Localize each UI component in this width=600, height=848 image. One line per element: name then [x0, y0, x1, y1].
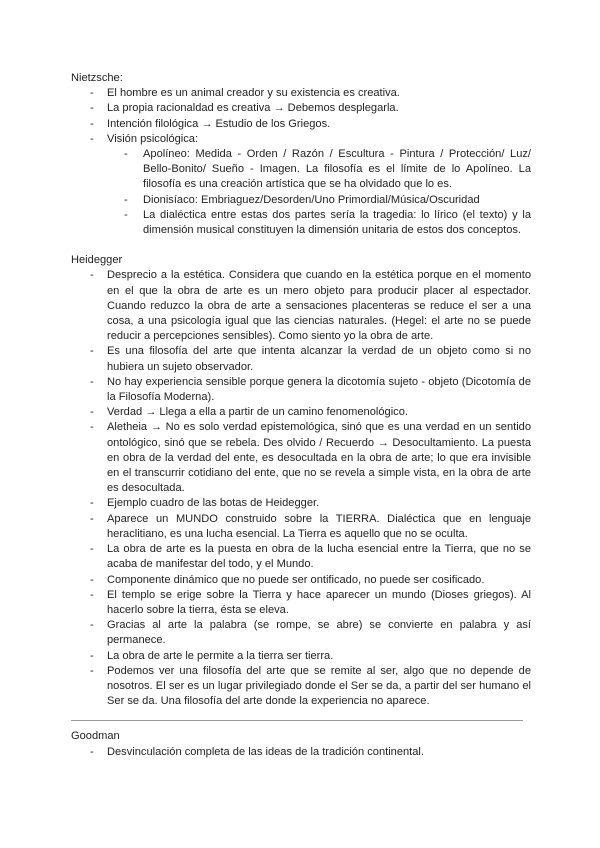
section-heading-heidegger: Heidegger	[71, 254, 123, 267]
sub-list-item: - Apolíneo: Medida - Orden / Razón / Escultura - Pintura / Protección/ Luz/ Bello-Bonito/ Sueño - Imagen. La filosofía es el límite de lo Apolíneo. La filosofía es una creación artística que se ha olvidado que lo es.	[124, 148, 531, 191]
list-item: - Ejemplo cuadro de las botas de Heidegger.	[71, 496, 531, 511]
heidegger-list	[71, 268, 531, 709]
dash-bullet: -	[90, 588, 94, 601]
list-item: - Verdad → Llega a ella a partir de un camino fenomenológico.	[71, 405, 531, 420]
sub-list-item: - La dialéctica entre estas dos partes sería la tragedia: lo lírico (el texto) y la dimensión musical constituyen la dimensión unitaria de estos dos conceptos.	[124, 208, 531, 237]
list-item: - Gracias al arte la palabra (se rompe, se abre) se convierte en palabra y así permanece.	[90, 619, 531, 647]
dash-bullet: -	[124, 148, 128, 161]
dash-bullet: -	[90, 421, 94, 434]
dash-bullet: -	[124, 193, 128, 206]
list-item: - Aletheia → No es solo verdad epistemológica, sinó que es una verdad en un sentido ontológico, sinó que se rebela. Des olvido / Recuerdo → Desocultamiento. La puesta en obra de la verdad del ente, es desocultada en la obra de arte; lo que era invisible en el transcurrir cotidiano del ente, que no se revela a simple vista, en la obra de arte es desocultada.	[90, 421, 531, 495]
nietzsche-sublist	[107, 147, 531, 238]
list-item: - Componente dinámico que no puede ser ontificado, no puede ser cosificado.	[71, 573, 531, 588]
nietzsche-list	[71, 86, 531, 238]
list-item: - Desvinculación completa de las ideas de la tradición continental.	[71, 745, 531, 760]
list-item: - Visión psicológica: - Apolíneo: Medida - Orden / Razón / Escultura - Pintura / Protección/ Luz/ Bello-Bonito/ Sueño - Imagen. La filosofía es el límite de lo Apolíneo. La filosofía es una creación artística que se ha olvidado que lo es. - Dionisíaco: Embriaguez/Desorden/Uno Primordial/Música/Oscuridad - La dialéctica entre estas dos partes sería la tragedia: lo lírico (el texto) y la dimensión musical constituyen la dimensión unitaria de estos dos conceptos.	[71, 132, 531, 238]
dash-bullet: -	[124, 208, 128, 221]
dash-bullet: -	[90, 745, 94, 758]
list-item: - Es una filosofía del arte que intenta alcanzar la verdad de un objeto como si no hubiera un sujeto observador.	[90, 345, 531, 373]
goodman-list	[71, 745, 531, 760]
dash-bullet: -	[90, 132, 94, 145]
dash-bullet: -	[90, 573, 94, 586]
dash-bullet: -	[90, 102, 94, 115]
dash-bullet: -	[90, 345, 94, 358]
list-item: - La obra de arte le permite a la tierra ser tierra.	[71, 649, 531, 664]
dash-bullet: -	[90, 664, 94, 677]
section-heading-nietzsche: Nietzsche:	[71, 72, 123, 84]
dash-bullet: -	[90, 269, 94, 282]
dash-bullet: -	[90, 87, 94, 100]
list-item: - La obra de arte es la puesta en obra de la lucha esencial entre la Tierra, que no se acaba de manifestar del todo, y el Mundo.	[90, 543, 531, 571]
section-heading-goodman: Goodman	[71, 730, 120, 743]
dash-bullet: -	[90, 375, 94, 388]
dash-bullet: -	[90, 619, 94, 632]
horizontal-rule	[71, 720, 523, 721]
dash-bullet: -	[90, 117, 94, 130]
spacer	[71, 238, 531, 253]
list-item: - Podemos ver una filosofía del arte que se remite al ser, algo que no depende de nosotros. El ser es un lugar privilegiado donde el Ser se da, a partir del ser humano el Ser se da. Una filosofía del arte donde la experiencia no aparece.	[90, 664, 531, 708]
document-page	[71, 71, 531, 760]
list-item: - No hay experiencia sensible porque genera la dicotomía sujeto - objeto (Dicotomía de la Filosofía Moderna).	[90, 375, 531, 404]
dash-bullet: -	[90, 406, 94, 419]
dash-bullet: -	[90, 497, 94, 510]
dash-bullet: -	[90, 543, 94, 556]
list-item: - Intención filológica → Estudio de los Griegos.	[71, 117, 531, 132]
list-item: - La propia racionaldad es creativa → Debemos desplegarla.	[71, 101, 531, 116]
dash-bullet: -	[90, 512, 94, 525]
list-item: - El templo se erige sobre la Tierra y hace aparecer un mundo (Dioses griegos). Al hacerlo sobre la tierra, ésta se eleva.	[90, 588, 531, 616]
sub-list-item: - Dionisíaco: Embriaguez/Desorden/Uno Primordial/Música/Oscuridad	[143, 193, 531, 208]
list-item: - Desprecio a la estética. Considera que cuando en la estética porque en el momento en el que la obra de arte es un mero objeto para producir placer al espectador. Cuando reduzco la obra de arte a sensaciones placenteras se reduce el ser a una cosa, a una psicología igual que las ciencias naturales. (Hegel: el arte no se puede reducir a percepciones sensibles). Como siento yo la obra de arte.	[90, 269, 531, 343]
list-item: - Aparece un MUNDO construido sobre la TIERRA. Dialéctica que en lenguaje heraclitiano, es una lucha esencial. La Tierra es aquello que no se oculta.	[90, 512, 531, 540]
list-item: - El hombre es un animal creador y su existencia es creativa.	[71, 86, 531, 101]
dash-bullet: -	[90, 649, 94, 662]
